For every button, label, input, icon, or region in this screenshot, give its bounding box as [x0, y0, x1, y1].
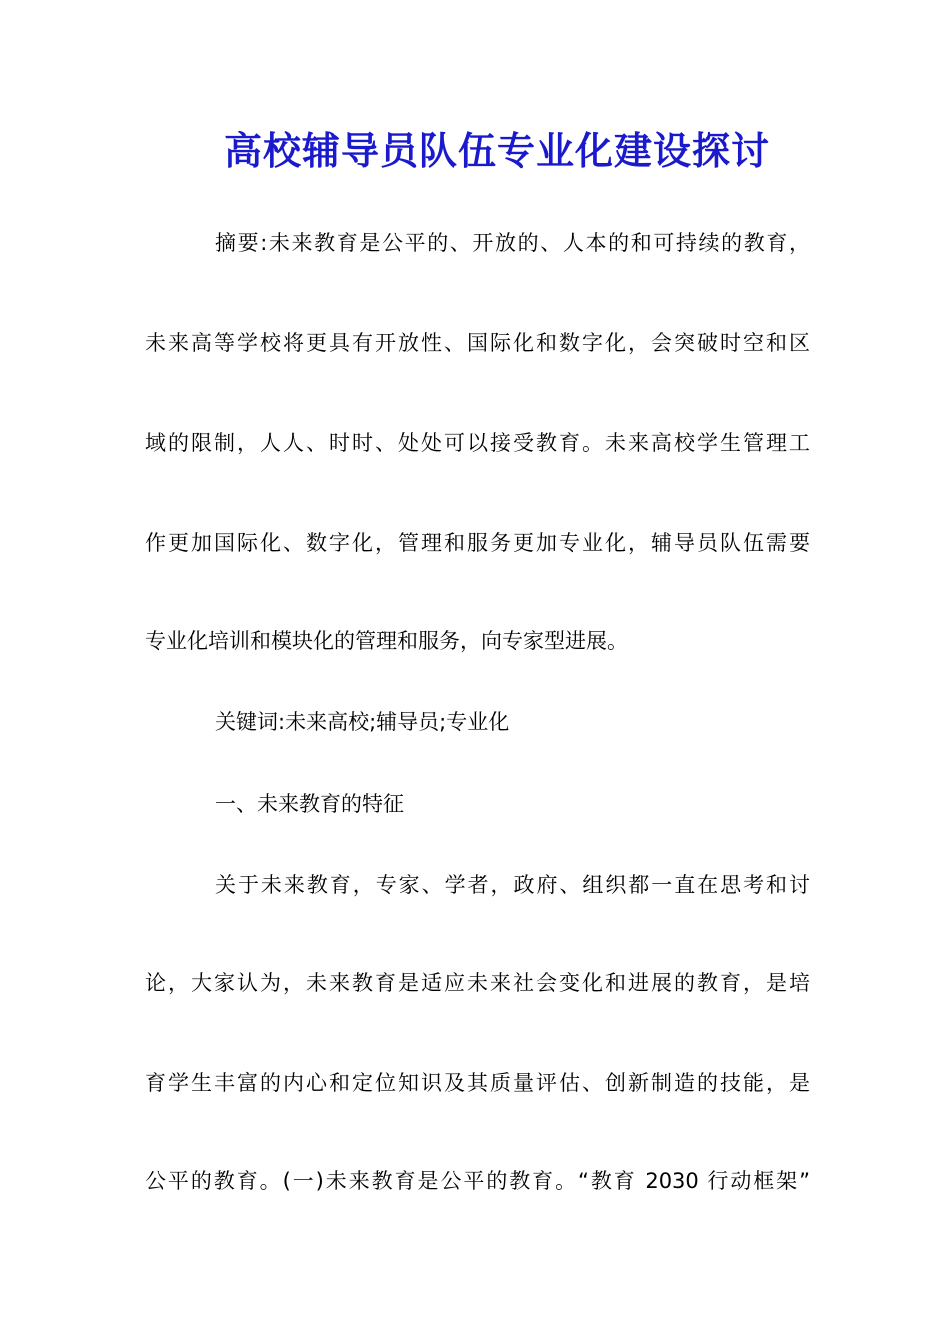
abstract-line-3: 域的限制，人人、时时、处处可以接受教育。未来高校学生管理工	[145, 431, 810, 455]
body-line-2: 论，大家认为，未来教育是适应未来社会变化和进展的教育，是培	[145, 971, 810, 995]
keywords-line: 关键词:未来高校;辅导员;专业化	[215, 710, 510, 734]
document-title: 高校辅导员队伍专业化建设探讨	[223, 128, 770, 173]
body-line-4: 公平的教育。(一)未来教育是公平的教育。“教育 2030 行动框架”	[145, 1169, 810, 1193]
abstract-line-2: 未来高等学校将更具有开放性、国际化和数字化，会突破时空和区	[145, 331, 810, 355]
section-heading-1: 一、未来教育的特征	[215, 792, 404, 816]
body-line-3: 育学生丰富的内心和定位知识及其质量评估、创新制造的技能，是	[145, 1071, 810, 1095]
body-line-1: 关于未来教育，专家、学者，政府、组织都一直在思考和讨	[215, 873, 810, 897]
abstract-line-5: 专业化培训和模块化的管理和服务，向专家型进展。	[145, 629, 628, 653]
abstract-line-1: 摘要:未来教育是公平的、开放的、人本的和可持续的教育，	[215, 231, 810, 255]
abstract-line-4: 作更加国际化、数字化，管理和服务更加专业化，辅导员队伍需要	[145, 531, 810, 555]
